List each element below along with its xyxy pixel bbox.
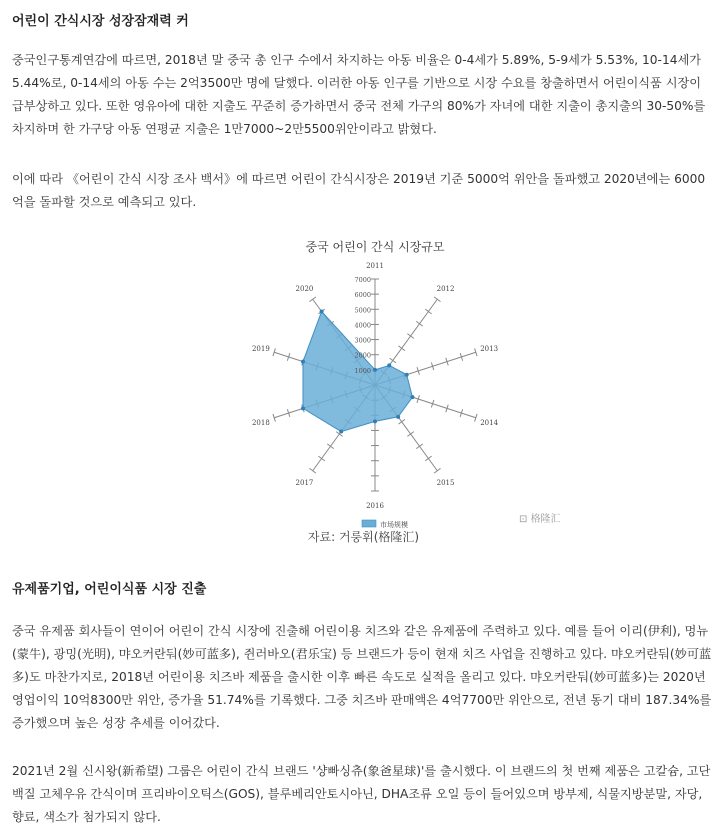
paragraph-child-population: 중국인구통계연감에 따르면, 2018년 말 중국 총 인구 수에서 차지하는 아동 비율은 0-4세가 5.89%, 5-9세가 5.53%, 10-14세가 5.44%로, 0-14세의 아동 수는 2억3500만 명에 달했다. 이러한 아동 인구를 기반으로 시장 수요를 창출하면서 어린이식품 시장이 급부상하고 있다. 또한 영유아에 대한 지출도 꾸준히 증가하면서 중국 전체 가구의 80%가 자녀에 대한 지출이 총지출의 30-50%를 차지하며 한 가구당 아동 연평균 지출은 1만7000~2만5500위안이라고 밝혔다. [12, 53, 706, 136]
radar-tick-label-7000: 7000 [354, 276, 371, 284]
radar-tick-mark [398, 419, 404, 424]
radar-tick-mark [398, 346, 404, 351]
radar-category-label-2020: 2020 [295, 284, 314, 293]
radar-category-label-2015: 2015 [436, 479, 455, 488]
radar-tick-mark [425, 309, 431, 314]
radar-tick-label-2000: 2000 [354, 351, 371, 360]
radar-category-label-2012: 2012 [436, 284, 455, 293]
paragraph-market-forecast: 이에 따라 《어린이 간식 시장 조사 백서》에 따르면 어린이 간식시장은 2019년 기준 5000억 위안을 돌파했고 2020년에는 6000억을 돌파할 것으로 예측되고 있다. [12, 172, 706, 209]
radar-tick-mark [407, 432, 413, 437]
watermark-text: 格隆汇 [530, 514, 561, 525]
chart-title: 중국 어린이 간식 시장규모 [305, 240, 445, 254]
radar-category-label-2017: 2017 [295, 479, 314, 488]
paragraph-dairy-companies: 중국 유제품 회사들이 연이어 어린이 간식 시장에 진출해 어린이용 치즈와 같은 유제품에 주력하고 있다. 예를 들어 이리(伊利), 멍뉴(蒙牛), 광밍(光明), 먀오커란둬(妙可蓝多), 쥔러바오(君乐宝) 등 브랜드가 등이 현재 치즈 사업을 진행하고 있다. 먀오커란둬(妙可蓝多)도 마찬가지로, 2018년 어린이용 치즈바 제품을 출시한 이후 빠른 속도로 실적을 올리고 있다. 먀오커란둬(妙可蓝多)는 2020년 영업이익 10억8300만 위안, 증가율 51.74%를 기록했다. 그중 치즈바 판매액은 4억7700만 위안으로, 전년 동기 대비 187.34%를 증가했으며 높은 성장 추세를 이어갔다. [12, 624, 712, 730]
radar-tick-mark [318, 456, 324, 461]
section-heading-dairy: 유제품기업, 어린이식품 시장 진출 [12, 582, 207, 597]
radar-tick-mark [309, 297, 315, 302]
legend-swatch [362, 520, 376, 527]
radar-tick-label-5000: 5000 [354, 306, 371, 315]
paragraph-new-hope-brand: 2021년 2월 신시왕(新希望) 그룹은 어린이 간식 브랜드 '샹빠싱츄(象爸星球)'를 출시했다. 이 브랜드의 첫 번째 제품은 고칼슘, 고단백질 고체우유 간식이며 프리바이오틱스(GOS), 블루베리안토시아닌, DHA조류 오일 등이 들어있으며 방부제, 식물지방분말, 자당, 향료, 색소가 첨가되지 않다. [12, 764, 711, 824]
radar-tick-label-1000: 1000 [354, 366, 371, 375]
radar-point-2012 [387, 363, 391, 367]
radar-category-label-2014: 2014 [480, 419, 499, 428]
radar-category-label-2018: 2018 [251, 419, 270, 428]
radar-point-2020 [320, 309, 324, 313]
radar-category-label-2011: 2011 [366, 262, 384, 270]
radar-tick-mark [309, 468, 315, 473]
radar-point-2014 [410, 395, 414, 399]
radar-category-label-2019: 2019 [251, 344, 270, 353]
section-heading-growth: 어린이 간식시장 성장잠재력 커 [12, 14, 189, 29]
radar-point-2018 [301, 406, 305, 410]
radar-tick-mark [434, 468, 440, 473]
radar-point-2011 [373, 368, 377, 372]
radar-tick-mark [434, 297, 440, 302]
radar-tick-mark [390, 358, 396, 363]
figure-caption: 자료: 거룽휘(格隆汇) [307, 530, 420, 544]
radar-point-2013 [405, 373, 409, 377]
legend-label: 市场规模 [380, 521, 408, 529]
radar-tick-label-4000: 4000 [354, 321, 371, 330]
radar-point-2015 [396, 415, 400, 419]
radar-tick-mark [425, 456, 431, 461]
radar-point-2019 [301, 360, 305, 364]
radar-category-label-2013: 2013 [480, 344, 499, 353]
radar-point-2017 [339, 430, 343, 434]
radar-chart [230, 252, 520, 552]
watermark-logo: ⊡ 格隆汇 [519, 514, 561, 525]
radar-tick-mark [416, 444, 422, 449]
radar-point-2016 [373, 419, 377, 423]
radar-tick-mark [407, 334, 413, 339]
radar-chart-figure [230, 232, 520, 552]
radar-tick-label-6000: 6000 [354, 291, 371, 300]
radar-category-label-2016: 2016 [366, 502, 384, 510]
radar-tick-label-3000: 3000 [354, 336, 371, 345]
radar-tick-mark [327, 444, 333, 449]
radar-tick-mark [416, 321, 422, 326]
